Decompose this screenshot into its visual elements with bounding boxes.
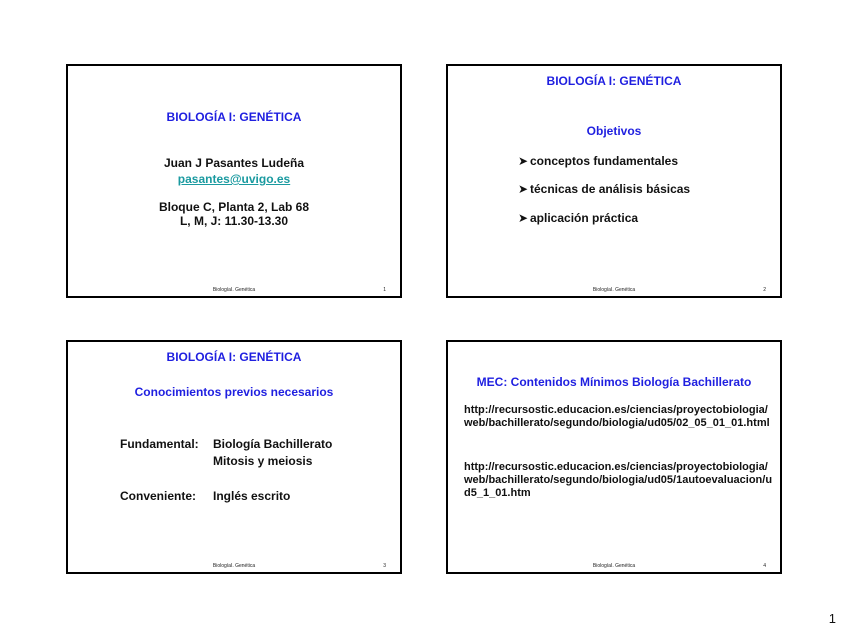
slide-4	[446, 340, 782, 574]
slide-number: 1	[383, 287, 386, 293]
row-value: Mitosis y meiosis	[213, 454, 313, 468]
list-item: ➤ técnicas de análisis básicas	[518, 182, 691, 196]
slide-2	[446, 64, 782, 298]
slide-subtitle: Conocimientos previos necesarios	[134, 385, 334, 399]
resource-link[interactable]: http://recursostic.educacion.es/ciencias/proyectobiologia/web/bachillerato/segundo/biologia/ud05/1autoevaluacion/ud5_1_01.htm	[464, 461, 773, 499]
slide-title: BIOLOGÍA I: GENÉTICA	[166, 110, 302, 124]
arrow-bullet-icon: ➤	[518, 182, 529, 196]
slide-number: 3	[383, 563, 386, 569]
author-name: Juan J Pasantes Ludeña	[163, 156, 305, 170]
row-label-conveniente: Conveniente:	[120, 489, 197, 503]
page-number: 1	[828, 611, 836, 626]
slide-title: BIOLOGÍA I: GENÉTICA	[546, 74, 682, 88]
list-item: ➤ aplicación práctica	[518, 211, 639, 225]
slide-footer: BiologíaI. Genética	[592, 287, 636, 293]
slide-number: 2	[763, 287, 766, 293]
slide-footer: BiologíaI. Genética	[212, 287, 256, 293]
row-value: Biología Bachillerato	[213, 437, 333, 451]
slide-title: BIOLOGÍA I: GENÉTICA	[166, 350, 302, 364]
slide-footer: BiologíaI. Genética	[212, 563, 256, 569]
row-value: Inglés escrito	[213, 489, 291, 503]
office-location: Bloque C, Planta 2, Lab 68	[158, 200, 310, 214]
arrow-bullet-icon: ➤	[518, 211, 529, 225]
office-hours: L, M, J: 11.30-13.30	[179, 214, 289, 228]
email-link[interactable]: pasantes@uvigo.es	[177, 172, 291, 186]
row-label-fundamental: Fundamental:	[120, 437, 199, 451]
slide-subtitle: Objetivos	[586, 124, 642, 138]
slide-footer: BiologíaI. Genética	[592, 563, 636, 569]
slide-title: MEC: Contenidos Mínimos Biología Bachillerato	[476, 375, 752, 389]
list-item: ➤ conceptos fundamentales	[518, 154, 679, 168]
slide-3	[66, 340, 402, 574]
slide-1	[66, 64, 402, 298]
slide-number: 4	[763, 563, 766, 569]
resource-link[interactable]: http://recursostic.educacion.es/ciencias/proyectobiologia/web/bachillerato/segundo/biologia/ud05/02_05_01_01.html	[464, 404, 770, 429]
arrow-bullet-icon: ➤	[518, 154, 529, 168]
